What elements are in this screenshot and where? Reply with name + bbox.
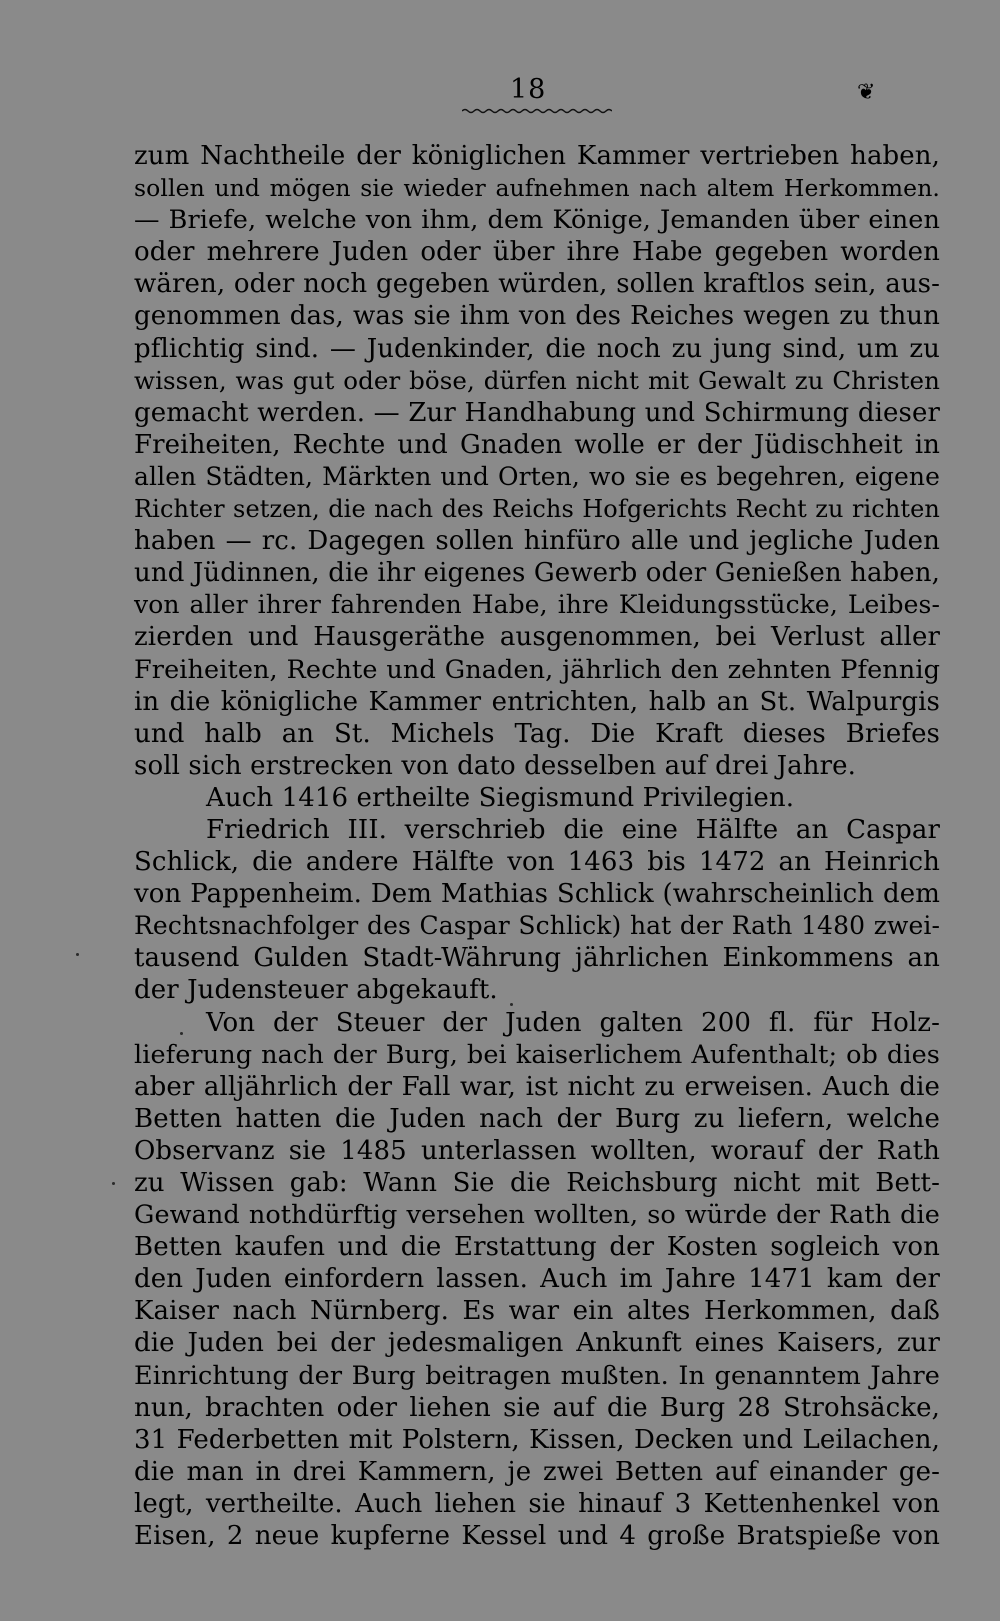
text-line: — Briefe, welche von ihm, dem Könige, Jemanden über einen xyxy=(134,205,940,236)
text-line: zum Nachtheile der königlichen Kammer vertrieben haben, xyxy=(134,141,940,171)
text-line: tausend Gulden Stadt-Währung jährlichen Einkommens an xyxy=(134,943,940,974)
decorative-wavy-rule xyxy=(462,108,612,114)
text-line: pflichtig sind. — Judenkinder, die noch zu jung sind, um zu xyxy=(134,333,940,364)
text-line: Freiheiten, Rechte und Gnaden wolle er der Jüdischheit in xyxy=(134,429,940,460)
text-line: nun, brachten oder liehen sie auf die Burg 28 Strohsäcke, xyxy=(134,1392,940,1423)
text-line: gemacht werden. — Zur Handhabung und Schirmung dieser xyxy=(134,397,940,428)
text-line: Auch 1416 ertheilte Siegismund Privilegien. xyxy=(206,782,795,813)
text-line: Gewand nothdürftig versehen wollten, so würde der Rath die xyxy=(134,1200,940,1231)
text-line: Von der Steuer der Juden galten 200 fl. für Holz- xyxy=(206,1007,940,1038)
text-line: Freiheiten, Rechte und Gnaden, jährlich den zehnten Pfennig xyxy=(134,654,940,685)
text-line: und Jüdinnen, die ihr eigenes Gewerb oder Genießen haben, xyxy=(134,558,940,589)
text-line: Betten hatten die Juden nach der Burg zu liefern, welche xyxy=(134,1103,940,1134)
text-line: von aller ihrer fahrenden Habe, ihre Kleidungsstücke, Leibes- xyxy=(134,590,940,620)
ornament-icon: ❦ xyxy=(857,80,876,105)
text-line: soll sich erstrecken von dato desselben auf drei Jahre. xyxy=(134,750,856,781)
paper-speck xyxy=(76,953,79,956)
text-line: Rechtsnachfolger des Caspar Schlick) hat der Rath 1480 zwei- xyxy=(134,911,940,941)
text-line: wissen, was gut oder böse, dürfen nicht mit Gewalt zu Christen xyxy=(134,365,940,395)
page-header xyxy=(0,70,1000,120)
text-line: sollen und mögen sie wieder aufnehmen nach altem Herkommen. xyxy=(134,174,940,203)
text-line: den Juden einfordern lassen. Auch im Jahre 1471 kam der xyxy=(134,1264,940,1295)
paper-speck xyxy=(112,1182,115,1185)
text-line: oder mehrere Juden oder über ihre Habe gegeben worden xyxy=(134,237,940,268)
text-line: wären, oder noch gegeben würden, sollen kraftlos sein, aus- xyxy=(134,269,940,300)
text-line: lieferung nach der Burg, bei kaiserlichem Aufenthalt; ob dies xyxy=(134,1039,940,1070)
text-line: Observanz sie 1485 unterlassen wollten, worauf der Rath xyxy=(134,1135,940,1166)
text-line: die Juden bei der jedesmaligen Ankunft eines Kaisers, zur xyxy=(134,1328,940,1359)
text-line: und halb an St. Michels Tag. Die Kraft dieses Briefes xyxy=(134,718,940,749)
text-line: Kaiser nach Nürnberg. Es war ein altes Herkommen, daß xyxy=(134,1296,940,1327)
text-line: haben — rc. Dagegen sollen hinfüro alle und jegliche Juden xyxy=(134,526,940,557)
text-line: Eisen, 2 neue kupferne Kessel und 4 große Bratspieße von xyxy=(134,1521,940,1552)
text-line: Betten kaufen und die Erstattung der Kosten sogleich von xyxy=(134,1232,940,1263)
body-text xyxy=(134,140,940,1552)
text-line: zierden und Hausgeräthe ausgenommen, bei Verlust aller xyxy=(134,622,940,653)
text-line: Einrichtung der Burg beitragen mußten. In genanntem Jahre xyxy=(134,1360,940,1391)
paper-speck xyxy=(510,1003,513,1006)
text-line: Schlick, die andere Hälfte von 1463 bis 1472 an Heinrich xyxy=(134,847,940,878)
text-line: der Judensteuer abgekauft. xyxy=(134,975,498,1006)
text-line: 31 Federbetten mit Polstern, Kissen, Decken und Leilachen, xyxy=(134,1424,940,1455)
text-line: aber alljährlich der Fall war, ist nicht zu erweisen. Auch die xyxy=(134,1071,940,1102)
text-line: allen Städten, Märkten und Orten, wo sie es begehren, eigene xyxy=(134,461,940,491)
text-line: Friedrich III. verschrieb die eine Hälfte an Caspar xyxy=(206,814,940,845)
text-line: Richter setzen, die nach des Reichs Hofgerichts Recht zu richten xyxy=(134,495,940,524)
text-line: genommen das, was sie ihm von des Reiches wegen zu thun xyxy=(134,301,940,332)
text-line: legt, vertheilte. Auch liehen sie hinauf 3 Kettenhenkel von xyxy=(134,1488,940,1519)
text-line: zu Wissen gab: Wann Sie die Reichsburg nicht mit Bett- xyxy=(134,1168,940,1198)
text-line: von Pappenheim. Dem Mathias Schlick (wahrscheinlich dem xyxy=(134,879,940,910)
paper-speck xyxy=(180,1032,183,1035)
text-line: in die königliche Kammer entrichten, halb an St. Walpurgis xyxy=(134,686,940,717)
text-line: die man in drei Kammern, je zwei Betten auf einander ge- xyxy=(134,1456,940,1487)
page-number: 18 xyxy=(510,74,547,105)
